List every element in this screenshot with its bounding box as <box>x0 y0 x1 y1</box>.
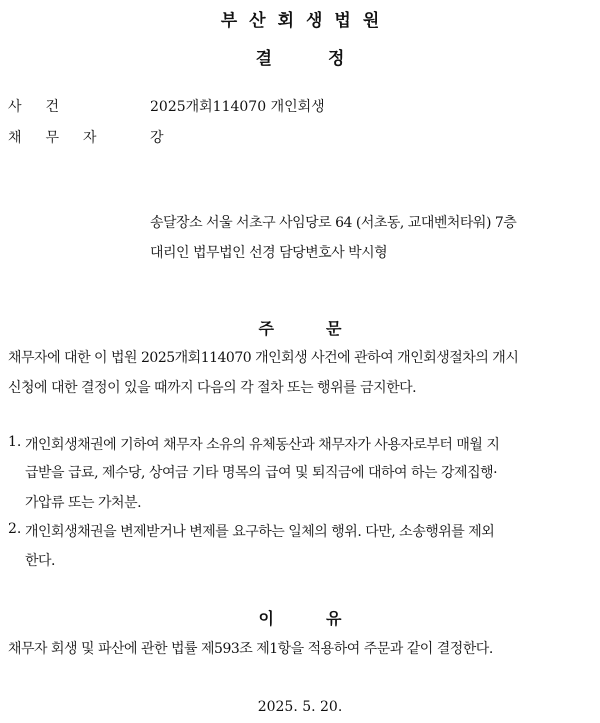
item-1-line-1: 개인회생채권에 기하여 채무자 소유의 유체동산과 채무자가 사용자로부터 매월 지 <box>25 437 500 453</box>
reason-text: 채무자 회생 및 파산에 관한 법률 제593조 제1항을 적용하여 주문과 같이 결정한다. <box>8 641 493 657</box>
item-1-line-2: 급받을 급료, 제수당, 상여금 기타 명목의 급여 및 퇴직금에 대하여 하는 강제집행· <box>25 465 498 481</box>
document-type-title: 결정 <box>255 49 401 69</box>
item-2-line-2: 한다. <box>25 553 55 569</box>
item-2-line-1: 개인회생채권을 변제받거나 변제를 요구하는 일체의 행위. 다만, 소송행위를 제외 <box>25 524 495 540</box>
order-heading: 주문 <box>258 319 394 338</box>
order-intro-line-2: 신청에 대한 결정이 있을 때까지 다음의 각 절차 또는 행위를 금지한다. <box>8 380 417 396</box>
court-name: 부산회생법원 <box>220 11 392 31</box>
order-intro-line-1: 채무자에 대한 이 법원 2025개회114070 개인회생 사건에 관하여 개인회생절차의 개시 <box>8 350 519 366</box>
legal-agent: 대리인 법무법인 선경 담당변호사 박시형 <box>150 245 388 261</box>
item-1-number: 1. <box>8 434 22 450</box>
reason-heading: 이유 <box>258 609 394 628</box>
decision-date: 2025. 5. 20. <box>257 699 343 715</box>
debtor-name: 강 <box>150 130 164 146</box>
item-1-line-3: 가압류 또는 가처분. <box>25 495 142 511</box>
debtor-label: 채무자 <box>8 130 121 146</box>
case-label: 사건 <box>8 99 84 115</box>
case-number: 2025개회114070 개인회생 <box>150 99 325 115</box>
item-2-number: 2. <box>8 521 22 537</box>
service-address: 송달장소 서울 서초구 사임당로 64 (서초동, 교대벤처타워) 7층 <box>150 215 517 231</box>
